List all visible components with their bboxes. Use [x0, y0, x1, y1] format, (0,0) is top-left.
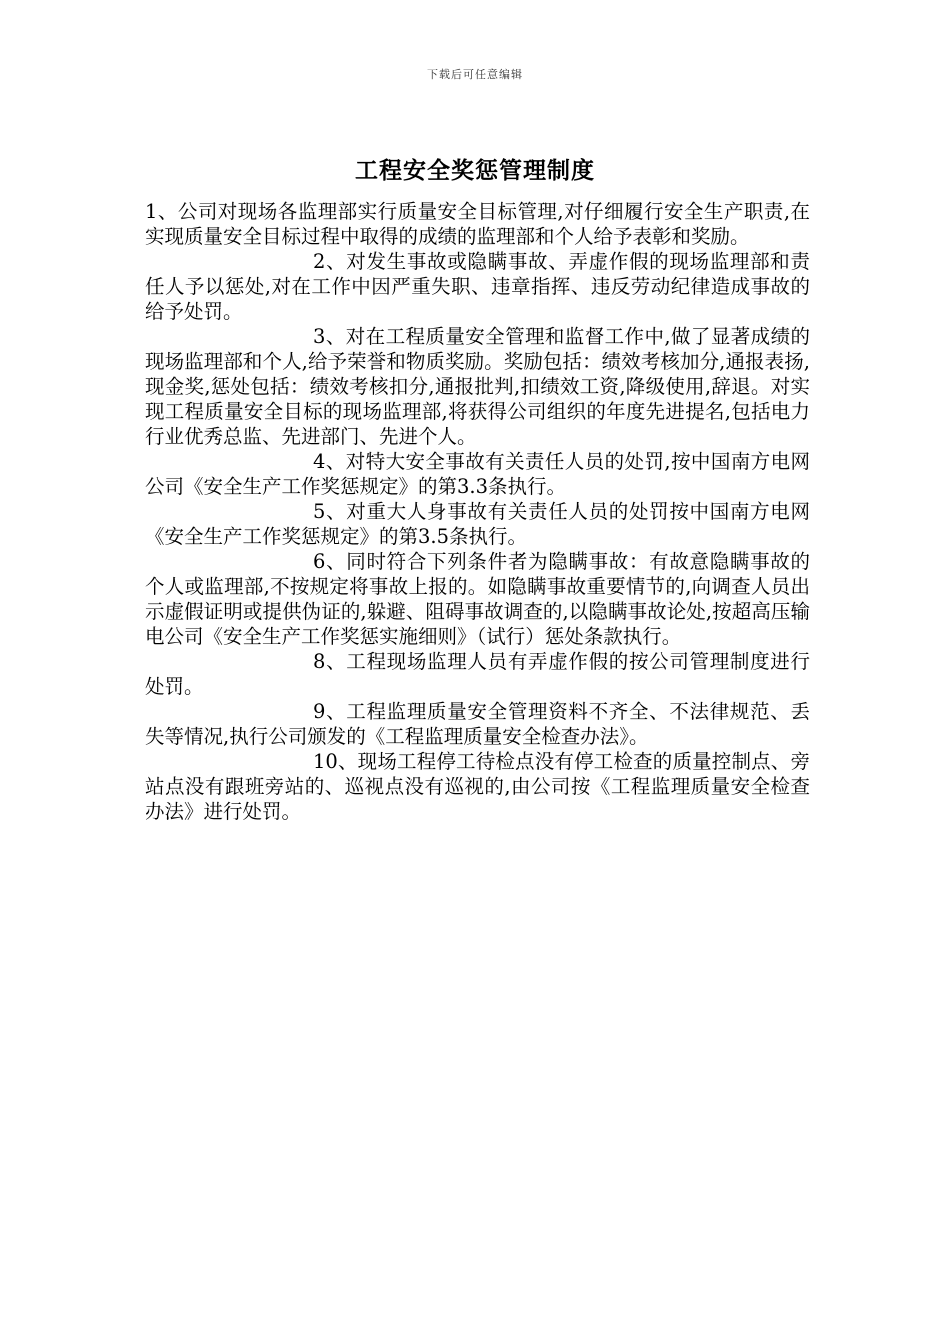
paragraph-6: 6、同时符合下列条件者为隐瞒事故：有故意隐瞒事故的个人或监理部,不按规定将事故上报的。如隐瞒事故重要情节的,向调查人员出示虚假证明或提供伪证的,躲避、阻碍事故调查的,以隐瞒事故论处,按超高压输电公司《安全生产工作奖惩实施细则》（试行）惩处条款执行。 — [145, 550, 810, 648]
paragraph-9: 9、工程监理质量安全管理资料不齐全、不法律规范、丢失等情况,执行公司颁发的《工程监理质量安全检查办法》。 — [145, 700, 810, 748]
document-body — [145, 199, 810, 824]
paragraph-3: 3、对在工程质量安全管理和监督工作中,做了显著成绩的现场监理部和个人,给予荣誉和物质奖励。奖励包括：绩效考核加分,通报表扬,现金奖,惩处包括：绩效考核扣分,通报批判,扣绩效工资,降级使用,辞退。对实现工程质量安全目标的现场监理部,将获得公司组织的年度先进提名,包括电力行业优秀总监、先进部门、先进个人。 — [145, 325, 810, 448]
paragraph-5: 5、对重大人身事故有关责任人员的处罚按中国南方电网《安全生产工作奖惩规定》的第3.5条执行。 — [145, 500, 810, 548]
paragraph-10: 10、现场工程停工待检点没有停工检查的质量控制点、旁站点没有跟班旁站的、巡视点没有巡视的,由公司按《工程监理质量安全检查办法》进行处罚。 — [145, 750, 810, 823]
paragraph-1: 1、公司对现场各监理部实行质量安全目标管理,对仔细履行安全生产职责,在实现质量安全目标过程中取得的成绩的监理部和个人给予表彰和奖励。 — [145, 200, 810, 248]
paragraph-8: 8、工程现场监理人员有弄虚作假的按公司管理制度进行处罚。 — [145, 650, 810, 698]
page-header-note: 下载后可任意编辑 — [427, 68, 523, 81]
paragraph-4: 4、对特大安全事故有关责任人员的处罚,按中国南方电网公司《安全生产工作奖惩规定》的第3.3条执行。 — [145, 450, 810, 498]
document-title: 工程安全奖惩管理制度 — [355, 158, 595, 184]
paragraph-2: 2、对发生事故或隐瞒事故、弄虚作假的现场监理部和责任人予以惩处,对在工作中因严重失职、违章指挥、违反劳动纪律造成事故的给予处罚。 — [145, 250, 810, 323]
